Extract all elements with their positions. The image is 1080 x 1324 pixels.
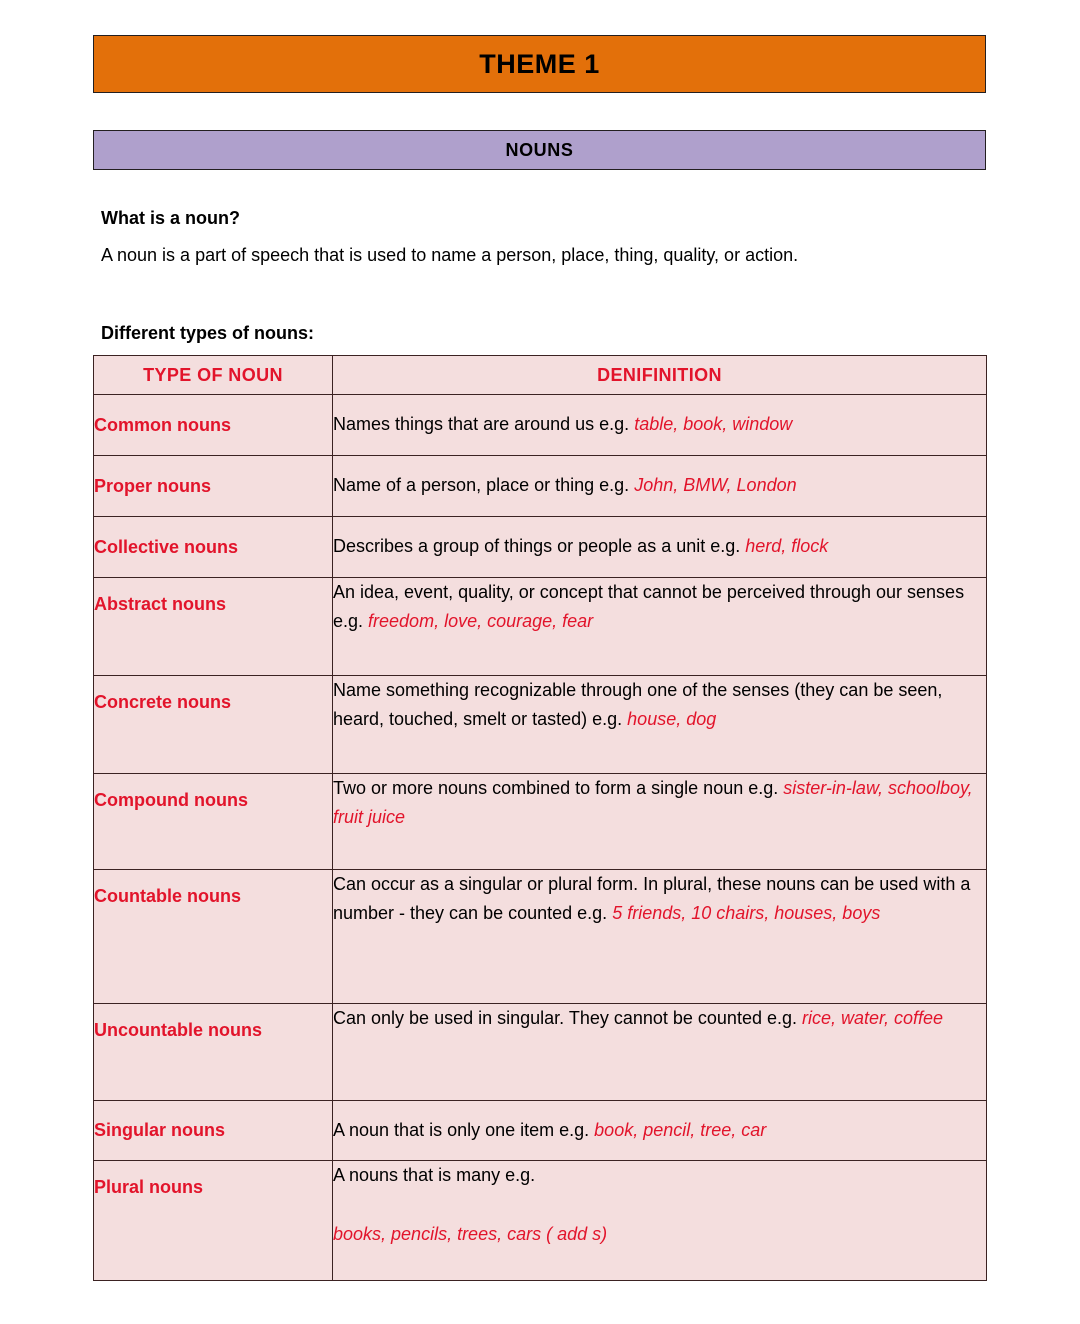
table-row xyxy=(94,578,987,676)
noun-definition-cell xyxy=(333,1161,987,1281)
table-row xyxy=(94,774,987,870)
definition-text: Can occur as a singular or plural form. In plural, these nouns can be used with a number - they can be counted e.g. xyxy=(333,874,971,924)
theme-title: THEME 1 xyxy=(479,48,600,79)
definition-text: A nouns that is many e.g. xyxy=(333,1165,536,1185)
column-header-type: TYPE OF NOUN xyxy=(94,356,333,395)
definition-text: Names things that are around us e.g. xyxy=(333,414,635,435)
noun-types-table xyxy=(93,355,987,1281)
theme-banner xyxy=(93,35,986,93)
definition-examples: John, BMW, London xyxy=(634,475,797,496)
definition-text: A noun that is only one item e.g. xyxy=(333,1119,595,1140)
noun-definition-cell xyxy=(333,676,987,774)
definition-examples: freedom, love, courage, fear xyxy=(368,611,594,632)
table-row xyxy=(94,456,987,517)
section-title: NOUNS xyxy=(505,139,574,160)
table-row xyxy=(94,1161,987,1281)
definition-text: Can only be used in singular. They cannot be counted e.g. xyxy=(333,1008,802,1028)
noun-type-cell: Common nouns xyxy=(94,395,333,456)
noun-type-cell: Abstract nouns xyxy=(94,578,333,676)
intro-block xyxy=(101,207,991,267)
table-row xyxy=(94,870,987,1004)
definition-examples: 5 friends, 10 chairs, houses, boys xyxy=(612,903,881,924)
table-row xyxy=(94,395,987,456)
noun-definition-cell xyxy=(333,578,987,676)
definition-examples: house, dog xyxy=(627,709,717,730)
definition-examples: herd, flock xyxy=(745,536,829,557)
noun-definition-cell xyxy=(333,456,987,517)
table-row xyxy=(94,1004,987,1101)
definition-text: An idea, event, quality, or concept that cannot be perceived through our senses e.g. xyxy=(333,582,965,632)
noun-type-cell: Collective nouns xyxy=(94,517,333,578)
definition-text: Name of a person, place or thing e.g. xyxy=(333,475,635,496)
noun-type-cell: Proper nouns xyxy=(94,456,333,517)
noun-type-cell: Concrete nouns xyxy=(94,676,333,774)
definition-text: Two or more nouns combined to form a single noun e.g. xyxy=(333,778,784,798)
definition-examples: table, book, window xyxy=(634,414,793,435)
definition-examples-tail: books, pencils, trees, cars ( add s) xyxy=(333,1224,608,1245)
noun-definition-cell xyxy=(333,1004,987,1101)
noun-type-cell: Compound nouns xyxy=(94,774,333,870)
noun-type-cell: Uncountable nouns xyxy=(94,1004,333,1101)
definition-examples: sister-in-law, schoolboy, fruit juice xyxy=(333,778,973,828)
noun-type-cell: Singular nouns xyxy=(94,1101,333,1161)
noun-definition-cell xyxy=(333,774,987,870)
definition-text: Name something recognizable through one of the senses (they can be seen, heard, touched, smelt or tasted) e.g. xyxy=(333,680,943,730)
types-label: Different types of nouns: xyxy=(101,323,315,343)
definition-examples: rice, water, coffee xyxy=(802,1008,944,1028)
intro-answer: A noun is a part of speech that is used to name a person, place, thing, quality, or action. xyxy=(101,244,799,265)
definition-examples: book, pencil, tree, car xyxy=(594,1119,767,1140)
noun-type-cell: Countable nouns xyxy=(94,870,333,1004)
table-body xyxy=(94,395,987,1281)
noun-definition-cell xyxy=(333,395,987,456)
definition-text: Describes a group of things or people as a unit e.g. xyxy=(333,536,746,557)
table-header-row xyxy=(94,356,987,395)
noun-definition-cell xyxy=(333,517,987,578)
noun-type-cell: Plural nouns xyxy=(94,1161,333,1281)
table-row xyxy=(94,517,987,578)
section-banner xyxy=(93,130,986,170)
table-row xyxy=(94,1101,987,1161)
column-header-definition: DENIFINITION xyxy=(333,356,987,395)
table-row xyxy=(94,676,987,774)
intro-question: What is a noun? xyxy=(101,208,240,228)
definition-spacer xyxy=(333,1190,986,1220)
noun-definition-cell xyxy=(333,1101,987,1161)
noun-definition-cell xyxy=(333,870,987,1004)
